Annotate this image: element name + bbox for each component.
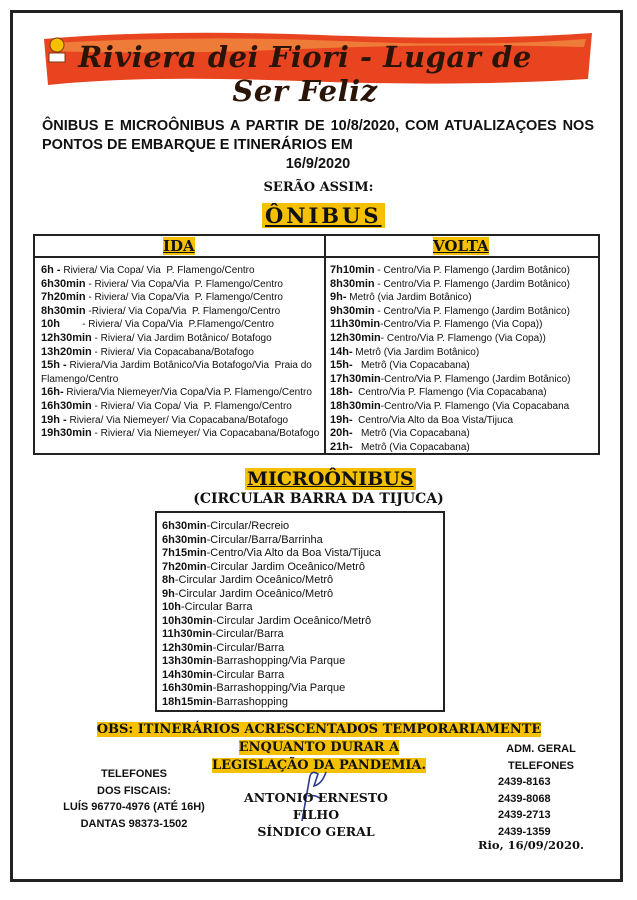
schedule-time: 6h30min xyxy=(41,277,86,290)
schedule-route: Metrô (Via Copacabana) xyxy=(352,441,470,453)
schedule-time: 7h20min xyxy=(41,291,86,304)
schedule-route: - Riviera/ Via Copa/Via P.Flamengo/Centro xyxy=(59,319,274,331)
headline-text: ÔNIBUS E MICROÔNIBUS A PARTIR DE 10/8/2020, COM ATUALIZAÇOES NOS PONTOS DE EMBARQUE E ITINERÁRIOS EM xyxy=(42,118,594,153)
schedule-time: 7h15min xyxy=(162,547,207,559)
volta-row xyxy=(330,386,598,400)
schedule-route: -Barrashopping/Via Parque xyxy=(212,655,346,667)
ida-row xyxy=(41,332,321,346)
schedule-route: - Centro/Via P. Flamengo (Via Copa)) xyxy=(380,332,546,344)
schedule-time: 8h30min xyxy=(41,304,86,317)
volta-row xyxy=(330,332,598,346)
document-date: Rio, 16/09/2020. xyxy=(478,838,585,852)
schedule-time: 12h30min xyxy=(162,641,213,654)
volta-row xyxy=(330,427,598,441)
schedule-route: - Centro/Via P. Flamengo (Jardim Botânico) xyxy=(374,278,570,290)
schedule-route: -Circular/Barra xyxy=(212,628,284,640)
schedule-route: Riviera/Via Jardim Botânico/Via Botafogo/Via Praia do Flamengo/Centro xyxy=(41,360,315,385)
schedule-time: 17h30min xyxy=(330,372,381,385)
microonibus-section-title: MICROÔNIBUS xyxy=(247,468,414,490)
schedule-time: 16h30min xyxy=(162,682,213,694)
schedule-time: 10h xyxy=(41,318,60,331)
volta-row xyxy=(330,305,598,319)
adm-phone: 2439-8068 xyxy=(498,792,551,805)
headline-sub: SERÃO ASSIM: xyxy=(263,180,374,195)
schedule-route: -Circular Barra xyxy=(180,601,253,613)
schedule-route: -Circular Jardim Oceânico/Metrô xyxy=(212,614,372,627)
volta-list xyxy=(330,264,598,454)
schedule-route: -Circular Jardim Oceânico/Metrô xyxy=(206,560,365,573)
fiscais-phones xyxy=(38,766,230,832)
fiscais-line-2: DOS FISCAIS: xyxy=(97,784,171,797)
schedule-time: 19h- xyxy=(330,413,353,426)
schedule-time: 8h30min xyxy=(330,277,375,290)
ida-row xyxy=(41,414,321,428)
schedule-time: 15h- xyxy=(330,359,353,372)
microonibus-row xyxy=(162,628,381,642)
ida-row xyxy=(41,291,321,305)
schedule-time: 19h - xyxy=(41,413,67,426)
onibus-section-title: ÔNIBUS xyxy=(262,203,385,228)
schedule-route: Riviera/ Via Copa/ Via P. Flamengo/Centro xyxy=(60,265,255,276)
schedule-route: - Centro/Via P. Flamengo (Jardim Botânico) xyxy=(374,305,570,317)
column-divider xyxy=(324,236,326,453)
schedule-time: 7h20min xyxy=(162,560,207,573)
schedule-route: -Centro/Via P. Flamengo (Via Copacabana xyxy=(380,400,570,412)
schedule-route: -Circular/Recreio xyxy=(206,520,290,532)
schedule-time: 13h30min xyxy=(162,655,213,667)
schedule-route: Metrô (Via Copacabana) xyxy=(352,360,470,372)
schedule-time: 21h- xyxy=(330,440,353,453)
schedule-time: 11h30min xyxy=(330,318,381,331)
fiscais-line-1: TELEFONES xyxy=(100,768,167,780)
volta-row xyxy=(330,441,598,455)
microonibus-row xyxy=(162,642,381,656)
schedule-route: -Barrashopping/Via Parque xyxy=(212,682,346,694)
ida-row xyxy=(41,318,321,332)
volta-row xyxy=(330,318,598,332)
schedule-route: Metrô (via Jardim Botânico) xyxy=(346,292,472,304)
schedule-time: 18h30min xyxy=(330,399,381,412)
schedule-route: -Circular/Barra xyxy=(212,641,285,654)
microonibus-row xyxy=(162,534,381,548)
notice-headline xyxy=(42,117,594,174)
microonibus-row xyxy=(162,669,381,683)
microonibus-row xyxy=(162,561,381,575)
schedule-route: -Circular/Barra/Barrinha xyxy=(206,533,323,546)
volta-row xyxy=(330,278,598,292)
signer-block xyxy=(226,789,406,840)
schedule-route: Riviera/ Via Niemeyer/ Via Copacabana/Botafogo xyxy=(66,414,289,426)
schedule-route: -Circular Jardim Oceânico/Metrô xyxy=(174,587,334,600)
schedule-time: 10h30min xyxy=(162,614,213,627)
schedule-route: - Centro/Via P. Flamengo (Jardim Botânico) xyxy=(374,265,570,276)
schedule-time: 8h xyxy=(162,574,175,586)
schedule-time: 6h30min xyxy=(162,520,207,532)
schedule-time: 15h - xyxy=(41,359,67,372)
headline-date: 16/9/2020 xyxy=(285,156,351,172)
ida-row xyxy=(41,400,321,414)
schedule-time: 20h- xyxy=(330,427,353,440)
schedule-route: -Riviera/ Via Copa/Via P. Flamengo/Centro xyxy=(85,305,281,317)
schedule-time: 6h30min xyxy=(162,533,207,546)
schedule-route: Centro/Via P. Flamengo (Via Copacabana) xyxy=(352,387,547,399)
signer-name: ANTONIO ERNESTO FILHO xyxy=(244,790,388,822)
microonibus-row xyxy=(162,574,381,588)
schedule-route: Metrô (Via Copacabana) xyxy=(352,428,470,440)
volta-row xyxy=(330,291,598,305)
schedule-time: 16h30min xyxy=(41,399,92,412)
schedule-route: -Centro/Via P. Flamengo (Jardim Botânico) xyxy=(380,373,571,385)
schedule-route: -Barrashopping xyxy=(212,695,288,708)
schedule-route: - Riviera/ Via Copa/Via P. Flamengo/Centro xyxy=(85,292,283,304)
ida-row xyxy=(41,359,321,386)
schedule-route: -Centro/Via Alto da Boa Vista/Tijuca xyxy=(206,547,381,559)
schedule-time: 6h - xyxy=(41,264,61,276)
adm-phones xyxy=(498,741,584,840)
schedule-time: 16h- xyxy=(41,386,64,399)
microonibus-row xyxy=(162,601,381,615)
schedule-route: - Riviera/ Via Copa/ Via P. Flamengo/Centro xyxy=(91,400,292,412)
schedule-route: - Riviera/ Via Jardim Botânico/ Botafogo xyxy=(91,332,272,344)
schedule-time: 12h30min xyxy=(41,331,92,344)
volta-row xyxy=(330,373,598,387)
schedule-time: 9h- xyxy=(330,291,347,304)
schedule-route: - Riviera/ Via Copacabana/Botafogo xyxy=(91,346,254,358)
fiscais-line-3: LUÍS 96770-4976 (ATÉ 16H) xyxy=(63,801,205,813)
schedule-time: 12h30min xyxy=(330,331,381,344)
ida-row xyxy=(41,264,321,278)
ida-row xyxy=(41,278,321,292)
banner-title: Riviera dei Fiori - Lugar de Ser Feliz xyxy=(78,40,532,108)
onibus-schedule-table xyxy=(33,234,600,455)
volta-column-header: VOLTA xyxy=(433,237,489,255)
microonibus-row xyxy=(162,615,381,629)
ida-row xyxy=(41,346,321,360)
schedule-time: 19h30min xyxy=(41,427,92,440)
schedule-route: -Centro/Via P. Flamengo (Via Copa)) xyxy=(380,319,543,331)
schedule-route: -Circular Barra xyxy=(212,668,285,681)
schedule-time: 14h- xyxy=(330,345,353,358)
ida-row xyxy=(41,305,321,319)
microonibus-row xyxy=(162,696,381,710)
microonibus-subtitle: (CIRCULAR BARRA DA TIJUCA) xyxy=(193,491,444,507)
microonibus-row xyxy=(162,655,381,669)
schedule-time: 13h20min xyxy=(41,345,92,358)
schedule-time: 18h- xyxy=(330,386,353,399)
schedule-time: 9h30min xyxy=(330,304,375,317)
volta-row xyxy=(330,414,598,428)
volta-row xyxy=(330,264,598,278)
schedule-time: 7h10min xyxy=(330,264,375,276)
schedule-route: -Circular Jardim Oceânico/Metrô xyxy=(174,574,334,586)
signer-role: SÍNDICO GERAL xyxy=(257,824,375,839)
schedule-time: 18h15min xyxy=(162,695,213,708)
ida-list xyxy=(41,264,321,441)
fiscais-line-4: DANTAS 98373-1502 xyxy=(80,817,188,830)
schedule-route: Centro/Via Alto da Boa Vista/Tijuca xyxy=(352,414,514,426)
adm-title: ADM. GERAL xyxy=(506,743,576,755)
microonibus-list xyxy=(162,520,381,709)
microonibus-row xyxy=(162,588,381,602)
volta-row xyxy=(330,400,598,414)
adm-phone: 2439-1359 xyxy=(498,825,551,838)
obs-line-2: LEGISLAÇÃO DA PANDEMIA. xyxy=(211,758,427,773)
microonibus-row xyxy=(162,547,381,561)
schedule-route: Riviera/Via Niemeyer/Via Copa/Via P. Flamengo/Centro xyxy=(63,387,312,399)
volta-row xyxy=(330,346,598,360)
microonibus-schedule-box xyxy=(155,511,445,712)
schedule-time: 9h xyxy=(162,587,175,600)
obs-line-1: OBS: ITINERÁRIOS ACRESCENTADOS TEMPORARIAMENTE ENQUANTO DURAR A xyxy=(96,722,542,755)
adm-phone: 2439-8163 xyxy=(498,776,551,788)
ida-row xyxy=(41,427,321,441)
schedule-time: 10h xyxy=(162,601,181,613)
schedule-time: 11h30min xyxy=(162,628,213,640)
ida-row xyxy=(41,386,321,400)
schedule-route: Metrô (Via Jardim Botânico) xyxy=(352,346,480,358)
header-divider xyxy=(35,256,598,258)
volta-row xyxy=(330,359,598,373)
schedule-time: 14h30min xyxy=(162,668,213,681)
schedule-route: - Riviera/ Via Niemeyer/ Via Copacabana/Botafogo xyxy=(91,428,320,440)
adm-subtitle: TELEFONES xyxy=(507,759,574,772)
adm-phone: 2439-2713 xyxy=(498,809,551,821)
schedule-route: - Riviera/ Via Copa/Via P. Flamengo/Centro xyxy=(85,278,283,290)
microonibus-row xyxy=(162,682,381,696)
ida-column-header: IDA xyxy=(163,237,195,255)
microonibus-row xyxy=(162,520,381,534)
